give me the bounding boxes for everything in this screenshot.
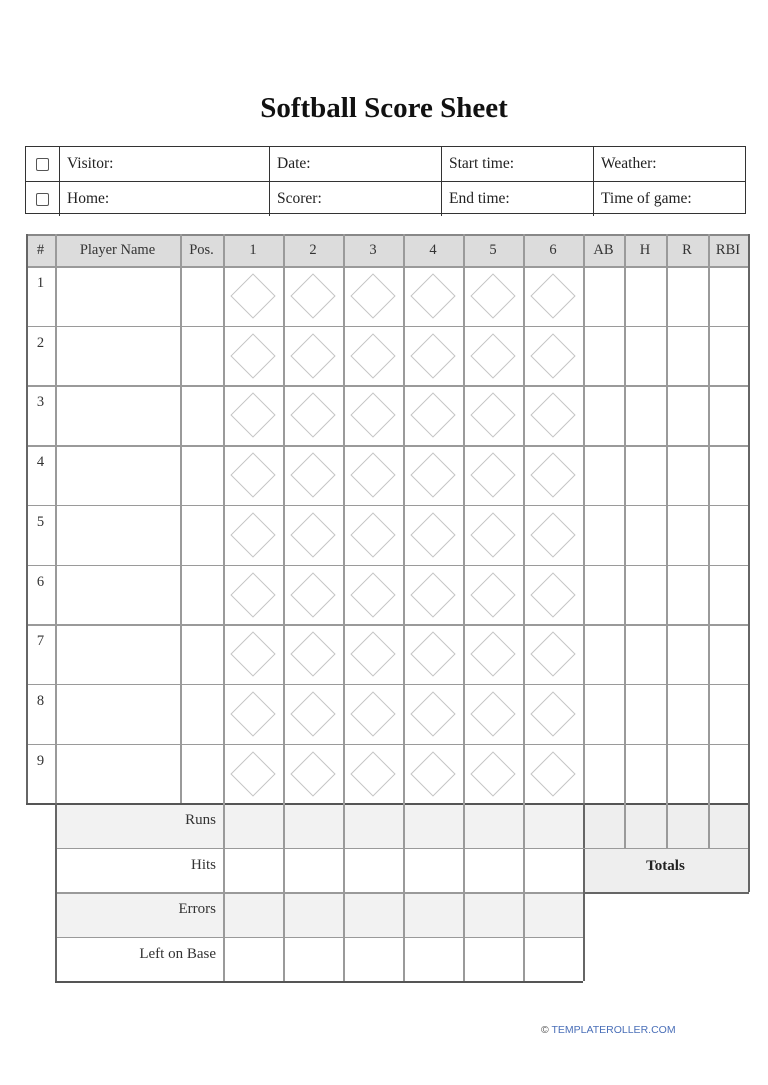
scorer-field[interactable]: Scorer: [269,182,441,216]
grid-line [748,234,750,803]
base-diamond-icon[interactable] [410,393,455,438]
base-diamond-icon[interactable] [470,572,515,617]
base-diamond-icon[interactable] [230,512,275,557]
base-diamond-icon[interactable] [350,452,395,497]
grid-line [583,234,585,803]
page-title: Softball Score Sheet [260,92,508,124]
base-diamond-icon[interactable] [230,333,275,378]
row-number: 2 [36,334,45,351]
base-diamond-icon[interactable] [530,273,575,318]
grid-line [666,803,668,848]
weather-field[interactable]: Weather: [593,147,745,181]
grid-line [463,234,465,803]
column-header: 4 [429,242,437,258]
grid-line [343,234,345,803]
footer-credit[interactable] [541,1024,676,1036]
column-header: RBI [715,242,741,258]
column-header: 5 [489,242,497,258]
start-time-field[interactable]: Start time: [441,147,593,181]
base-diamond-icon[interactable] [410,751,455,796]
grid-line [26,445,748,447]
base-diamond-icon[interactable] [410,512,455,557]
row-number: 4 [36,454,45,471]
end-time-field[interactable]: End time: [441,182,593,216]
grid-line [624,803,626,848]
game-info-table [25,146,746,214]
base-diamond-icon[interactable] [410,333,455,378]
base-diamond-icon[interactable] [530,452,575,497]
grid-line [583,848,748,850]
grid-line [283,803,285,981]
base-diamond-icon[interactable] [470,452,515,497]
base-diamond-icon[interactable] [470,632,515,677]
visitor-row [26,147,745,181]
grid-line [26,505,748,507]
grid-line [55,892,583,894]
base-diamond-icon[interactable] [350,691,395,736]
grid-line [180,234,182,803]
row-number: 1 [36,275,45,291]
grid-line [55,937,583,939]
grid-line [26,565,748,567]
row-number: 5 [36,513,45,530]
base-diamond-icon[interactable] [530,751,575,796]
base-diamond-icon[interactable] [530,333,575,378]
grid-line [624,234,626,803]
base-diamond-icon[interactable] [530,691,575,736]
grid-line [463,803,465,981]
base-diamond-icon[interactable] [470,393,515,438]
base-diamond-icon[interactable] [410,572,455,617]
row-number: 7 [36,633,45,650]
grid-line [403,234,405,803]
grid-line [748,803,750,892]
base-diamond-icon[interactable] [530,572,575,617]
base-diamond-icon[interactable] [290,751,335,796]
base-diamond-icon[interactable] [530,393,575,438]
home-row [26,181,745,216]
base-diamond-icon[interactable] [290,333,335,378]
row-number: 6 [36,573,45,590]
grid-line [708,234,710,803]
base-diamond-icon[interactable] [530,512,575,557]
grid-line [26,266,748,268]
visitor-field[interactable]: Visitor: [59,147,269,181]
column-header: 6 [549,242,557,258]
time-of-game-field[interactable]: Time of game: [593,182,745,216]
grid-line [283,234,285,803]
grid-line [55,803,57,981]
base-diamond-icon[interactable] [470,751,515,796]
date-field[interactable]: Date: [269,147,441,181]
base-diamond-icon[interactable] [290,512,335,557]
grid-line [343,803,345,981]
grid-line [55,981,583,983]
visitor-checkbox[interactable] [26,147,59,181]
base-diamond-icon[interactable] [350,632,395,677]
base-diamond-icon[interactable] [230,393,275,438]
base-diamond-icon[interactable] [410,691,455,736]
base-diamond-icon[interactable] [230,632,275,677]
base-diamond-icon[interactable] [350,273,395,318]
home-checkbox[interactable] [26,182,59,216]
summary-label: Runs [185,812,216,829]
base-diamond-icon[interactable] [290,572,335,617]
column-header: 2 [309,242,317,258]
column-header: 1 [249,242,257,258]
grid-line [26,684,748,686]
copyright-icon: © [541,1024,549,1036]
base-diamond-icon[interactable] [350,751,395,796]
base-diamond-icon[interactable] [290,452,335,497]
column-header: Pos. [189,242,214,258]
base-diamond-icon[interactable] [290,632,335,677]
base-diamond-icon[interactable] [290,393,335,438]
grid-line [26,326,748,328]
grid-line [26,624,748,626]
base-diamond-icon[interactable] [470,691,515,736]
grid-line [223,803,225,981]
column-header: 3 [369,242,377,258]
checkbox-icon [36,158,49,171]
base-diamond-icon[interactable] [410,273,455,318]
base-diamond-icon[interactable] [230,572,275,617]
checkbox-icon [36,193,49,206]
column-header: R [682,242,692,258]
base-diamond-icon[interactable] [470,333,515,378]
grid-line [26,234,748,236]
base-diamond-icon[interactable] [350,393,395,438]
grid-line [708,803,710,848]
base-diamond-icon[interactable] [230,452,275,497]
base-diamond-icon[interactable] [350,333,395,378]
grid-line [403,803,405,981]
home-field[interactable]: Home: [59,182,269,216]
grid-line [583,892,749,894]
base-diamond-icon[interactable] [290,273,335,318]
row-number: 8 [36,692,45,709]
base-diamond-icon[interactable] [350,512,395,557]
column-header: # [36,242,45,258]
base-diamond-icon[interactable] [230,691,275,736]
summary-label: Hits [190,856,216,873]
footer-link[interactable]: TEMPLATEROLLER.COM [551,1024,676,1036]
grid-line [55,234,57,803]
grid-line [223,234,225,803]
base-diamond-icon[interactable] [530,632,575,677]
row-number: 9 [36,752,45,769]
totals-label: Totals [646,858,685,874]
base-diamond-icon[interactable] [470,273,515,318]
grid-line [26,803,748,805]
summary-label: Left on Base [139,945,216,962]
base-diamond-icon[interactable] [470,512,515,557]
grid-line [523,234,525,803]
base-diamond-icon[interactable] [230,273,275,318]
base-diamond-icon[interactable] [350,572,395,617]
column-header: Player Name [79,242,156,258]
base-diamond-icon[interactable] [230,751,275,796]
column-header: H [639,242,651,258]
base-diamond-icon[interactable] [410,632,455,677]
base-diamond-icon[interactable] [290,691,335,736]
grid-line [523,803,525,981]
grid-line [26,385,748,387]
grid-line [26,234,28,803]
grid-line [666,234,668,803]
base-diamond-icon[interactable] [410,452,455,497]
grid-line [55,848,583,850]
summary-label: Errors [178,901,216,918]
row-number: 3 [36,394,45,411]
grid-line [26,744,748,746]
column-header: AB [593,242,614,258]
